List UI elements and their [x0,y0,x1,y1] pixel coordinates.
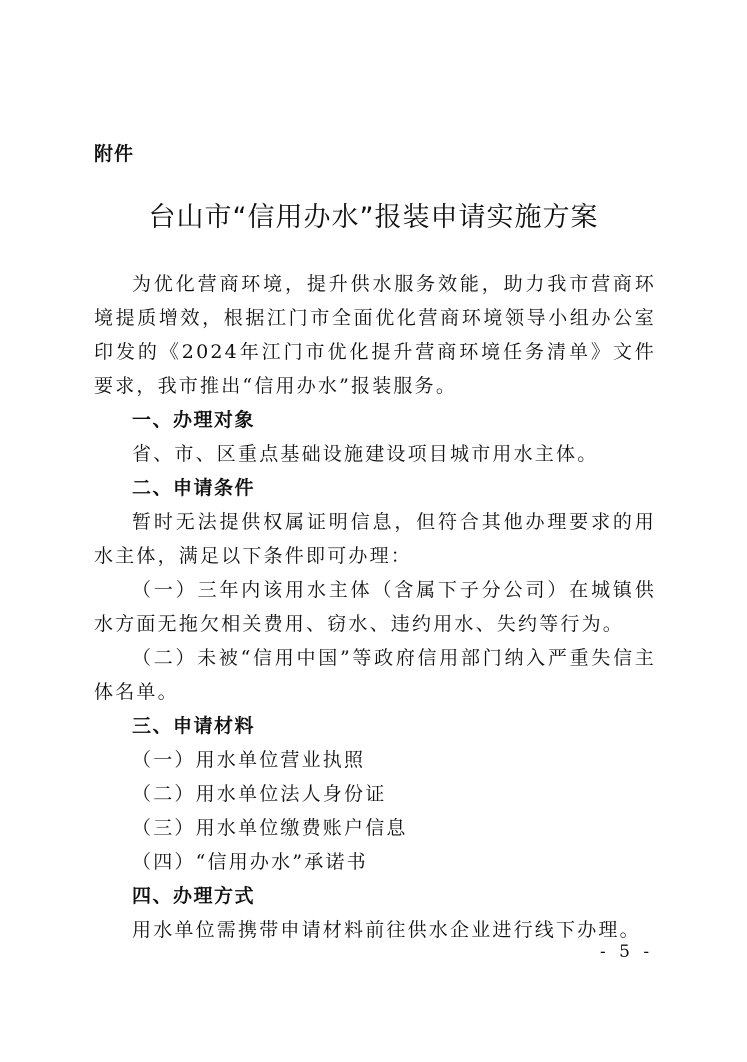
section-heading-2: 二、申请条件 [132,477,256,499]
attachment-label: 附件 [94,143,135,165]
condition-item-1: （一）三年内该用水主体（含属下子分公司）在城镇供水方面无拖欠相关费用、窃水、违约用水、失约等行为。 [94,579,656,635]
section-4-body: 用水单位需携带申请材料前往供水企业进行线下办理。 [132,919,641,941]
section-heading-3: 三、申请材料 [132,715,256,737]
material-item-4: （四）“信用办水”承诺书 [132,851,368,873]
page-number: - 5 - [600,942,654,962]
section-heading-1: 一、办理对象 [132,409,256,431]
material-item-2: （二）用水单位法人身份证 [132,783,387,805]
document-title: 台山市“信用办水”报装申请实施方案 [148,202,599,233]
intro-paragraph: 为优化营商环境，提升供水服务效能，助力我市营商环境提质增效，根据江门市全面优化营商环境领导小组办公室印发的《2024年江门市优化提升营商环境任务清单》文件要求，我市推出“信用办水”报装服务。 [94,273,656,397]
material-item-3: （三）用水单位缴费账户信息 [132,817,408,839]
section-heading-4: 四、办理方式 [132,885,256,907]
condition-item-2: （二）未被“信用中国”等政府信用部门纳入严重失信主体名单。 [94,647,656,703]
section-1-body: 省、市、区重点基础设施建设项目城市用水主体。 [132,443,599,465]
material-item-1: （一）用水单位营业执照 [132,749,366,771]
section-2-body: 暂时无法提供权属证明信息，但符合其他办理要求的用水主体，满足以下条件即可办理： [94,511,656,567]
